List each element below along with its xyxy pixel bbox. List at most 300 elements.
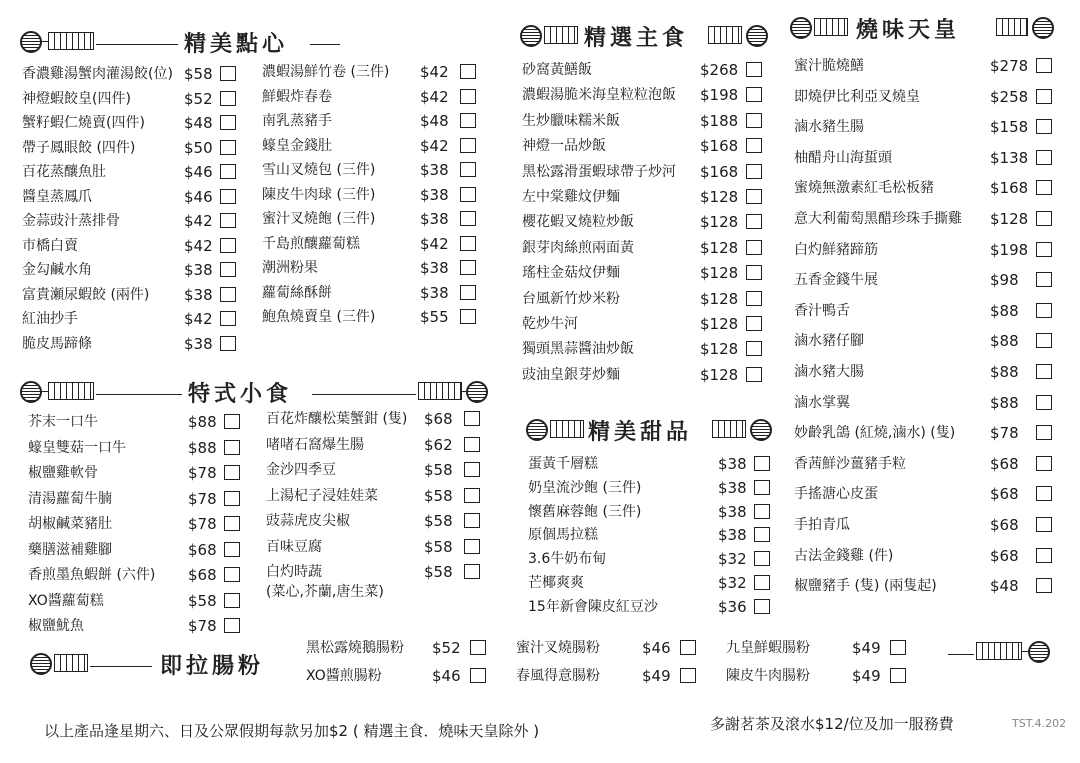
menu-item [266, 537, 482, 563]
item-name: 乾炒牛河 [522, 316, 578, 332]
item-name: 香煎墨魚蝦餅 (六件) [28, 567, 156, 583]
item-name: 櫻花蝦叉燒粒炒飯 [522, 214, 634, 231]
order-checkbox[interactable] [220, 287, 236, 302]
item-name: 豉蒜虎皮尖椒 [266, 513, 350, 529]
item-name: 市橋白賣 [22, 237, 78, 254]
menu-item [794, 331, 1054, 357]
item-price: $58 [424, 512, 453, 530]
item-price: $88 [990, 301, 1019, 320]
order-checkbox[interactable] [460, 162, 476, 177]
item-price: $168 [700, 162, 739, 181]
order-checkbox[interactable] [464, 564, 480, 579]
item-price: $42 [420, 87, 449, 106]
item-name: 3.6牛奶布甸 [528, 551, 607, 568]
item-name: 蟹籽蝦仁燒賣(四件) [22, 115, 145, 131]
menu-item [794, 87, 1054, 113]
item-price: $55 [420, 308, 449, 326]
item-name: 五香金錢牛展 [794, 272, 878, 289]
item-name: 陳皮牛肉球 (三件) [262, 186, 376, 203]
menu-item [22, 162, 238, 188]
section-title: 特式小食 [188, 382, 293, 407]
order-checkbox[interactable] [220, 213, 236, 228]
item-price: $42 [420, 234, 449, 253]
item-price: $38 [718, 455, 747, 473]
medal-ornament-icon [790, 17, 812, 39]
item-name: 蛋黃千層糕 [528, 456, 598, 472]
menu-item [22, 211, 238, 237]
item-name: 南乳蒸豬手 [262, 113, 332, 129]
item-name: 滷水豬生腸 [794, 119, 864, 136]
menu-item [794, 148, 1054, 174]
order-checkbox[interactable] [754, 480, 770, 495]
item-name: 脆皮馬蹄條 [22, 335, 92, 352]
medal-ornament-icon [750, 419, 772, 441]
menu-item [266, 409, 482, 435]
item-name: 椒鹽雞軟骨 [28, 465, 98, 481]
item-name: 蠔皇金錢肚 [262, 137, 332, 154]
item-name: 黑松露滑蛋蝦球帶子炒河 [522, 163, 676, 180]
order-checkbox[interactable] [460, 64, 476, 79]
item-price: $58 [188, 591, 217, 610]
item-price: $38 [420, 283, 449, 302]
menu-item [262, 258, 478, 284]
order-checkbox[interactable] [224, 414, 240, 429]
menu-item [306, 638, 488, 664]
item-price: $38 [718, 478, 747, 497]
item-price: $48 [990, 577, 1019, 596]
menu-item [794, 209, 1054, 235]
section-header-snacks [20, 378, 488, 412]
item-price: $58 [424, 563, 453, 581]
section-header-mains [520, 22, 770, 56]
menu-item [28, 489, 242, 515]
item-name: 椒鹽豬手 (隻) (兩隻起) [794, 578, 937, 595]
menu-item [794, 454, 1054, 480]
item-name: 清湯蘿蔔牛腩 [28, 490, 112, 507]
order-checkbox[interactable] [746, 62, 762, 77]
scroll-ornament-icon [708, 26, 742, 44]
item-price: $38 [420, 185, 449, 204]
menu-item [266, 460, 482, 486]
menu-item [28, 463, 242, 489]
item-name: 銀芽肉絲煎兩面黃 [522, 239, 634, 256]
item-price: $78 [188, 617, 217, 635]
item-name: 蜜燒無激素紅毛松板豬 [794, 180, 934, 197]
order-checkbox[interactable] [746, 87, 762, 102]
order-checkbox[interactable] [464, 462, 480, 477]
item-name: XO醬蘿蔔糕 [28, 592, 104, 609]
menu-item [528, 549, 772, 575]
item-name: 生炒臘味糯米飯 [522, 112, 620, 129]
item-name: 香茜鮮沙薑豬手粒 [794, 455, 906, 472]
tea-charge-note: 多謝茗茶及滾水$12/位及加一服務費 [710, 715, 954, 733]
item-price: $46 [642, 639, 671, 657]
item-name: 15年新會陳皮紅豆沙 [528, 598, 658, 615]
item-price: $128 [700, 340, 739, 359]
order-checkbox[interactable] [460, 187, 476, 202]
order-checkbox[interactable] [1036, 180, 1052, 195]
order-checkbox[interactable] [460, 113, 476, 128]
item-price: $258 [990, 87, 1029, 106]
order-checkbox[interactable] [464, 539, 480, 554]
item-price: $58 [424, 486, 453, 505]
item-name: 意大利葡萄黑醋珍珠手撕雞 [794, 211, 962, 227]
menu-item [528, 525, 772, 551]
order-checkbox[interactable] [460, 285, 476, 300]
medal-ornament-icon [1028, 641, 1050, 663]
item-price: $46 [184, 163, 213, 181]
order-checkbox[interactable] [1036, 364, 1052, 379]
menu-item [22, 187, 238, 213]
order-checkbox[interactable] [220, 91, 236, 106]
item-price: $78 [990, 424, 1019, 443]
order-checkbox[interactable] [224, 491, 240, 506]
order-checkbox[interactable] [224, 440, 240, 455]
item-name: 蠔皇雙菇一口牛 [28, 439, 126, 456]
menu-item [28, 591, 242, 617]
item-price: $62 [424, 435, 453, 454]
item-name: 香濃雞湯蟹肉灌湯餃(位) [22, 66, 173, 82]
order-checkbox[interactable] [224, 542, 240, 557]
item-price: $78 [188, 515, 217, 533]
item-price: $88 [188, 413, 217, 431]
medal-ornament-icon [746, 25, 768, 47]
section-header-dimsum [20, 28, 340, 62]
item-price: $98 [990, 271, 1019, 290]
order-checkbox[interactable] [220, 189, 236, 204]
order-checkbox[interactable] [1036, 119, 1052, 134]
menu-item [22, 334, 238, 360]
menu-item [528, 502, 772, 528]
surcharge-note: 以上產品逢星期六、日及公眾假期每款另加$2 ( 精選主食．燒味天皇除外 ) [44, 722, 540, 740]
order-checkbox[interactable] [1036, 333, 1052, 348]
order-checkbox[interactable] [1036, 486, 1052, 501]
scroll-ornament-icon [712, 420, 746, 438]
medal-ornament-icon [466, 381, 488, 403]
item-price: $58 [184, 65, 213, 83]
order-checkbox[interactable] [1036, 517, 1052, 532]
section-header-desserts [526, 416, 772, 450]
menu-item [262, 307, 478, 333]
item-price: $46 [432, 667, 461, 685]
menu-item [794, 56, 1054, 82]
scroll-ornament-icon [418, 382, 462, 400]
menu-item [794, 515, 1054, 541]
item-price: $32 [718, 550, 747, 569]
item-price: $49 [852, 639, 881, 657]
order-checkbox[interactable] [460, 260, 476, 275]
item-price: $38 [718, 526, 747, 545]
order-checkbox[interactable] [746, 189, 762, 204]
menu-item [266, 562, 482, 600]
item-name: 芒椰爽爽 [528, 575, 584, 591]
order-checkbox[interactable] [746, 214, 762, 229]
order-checkbox[interactable] [460, 309, 476, 324]
order-checkbox[interactable] [1036, 578, 1052, 593]
order-checkbox[interactable] [220, 262, 236, 277]
order-checkbox[interactable] [1036, 272, 1052, 287]
item-name: 懷舊麻蓉飽 (三件) [528, 503, 642, 520]
order-checkbox[interactable] [746, 113, 762, 128]
item-price: $158 [990, 118, 1029, 137]
menu-item [794, 270, 1054, 296]
item-name: 古法金錢雞 (件) [794, 547, 894, 564]
order-checkbox[interactable] [220, 66, 236, 81]
item-price: $38 [184, 285, 213, 304]
order-checkbox[interactable] [224, 516, 240, 531]
item-name: 上湯杞子浸娃娃菜 [266, 487, 378, 504]
section-title: 精美甜品 [588, 420, 693, 445]
order-checkbox[interactable] [890, 668, 906, 683]
item-price: $42 [184, 310, 213, 328]
item-price: $128 [700, 315, 739, 333]
order-checkbox[interactable] [680, 668, 696, 683]
order-checkbox[interactable] [470, 640, 486, 655]
menu-item [522, 238, 764, 264]
item-name: 百花炸釀松葉蟹鉗 (隻) [266, 411, 408, 427]
order-checkbox[interactable] [746, 265, 762, 280]
order-checkbox[interactable] [1036, 89, 1052, 104]
menu-item [22, 89, 238, 115]
item-name: 獨頭黑蒜醬油炒飯 [522, 341, 634, 358]
item-name: 金沙四季豆 [266, 462, 336, 478]
order-checkbox[interactable] [754, 504, 770, 519]
item-name: 奶皇流沙飽 (三件) [528, 479, 642, 496]
item-price: $42 [420, 136, 449, 155]
order-checkbox[interactable] [754, 575, 770, 590]
item-name: 妙齡乳鴿 (紅燒,滷水) (隻) [794, 425, 956, 442]
item-price: $36 [718, 597, 747, 616]
order-checkbox[interactable] [746, 367, 762, 382]
menu-item [262, 136, 478, 162]
item-price: $128 [990, 210, 1029, 228]
menu-item [528, 573, 772, 599]
order-checkbox[interactable] [220, 336, 236, 351]
order-checkbox[interactable] [746, 341, 762, 356]
item-price: $46 [184, 187, 213, 206]
order-checkbox[interactable] [470, 668, 486, 683]
item-name: 百花蒸釀魚肚 [22, 164, 106, 180]
scroll-ornament-icon [814, 18, 848, 36]
order-checkbox[interactable] [746, 291, 762, 306]
item-name: 台風新竹炒米粉 [522, 290, 620, 307]
order-checkbox[interactable] [754, 599, 770, 614]
order-checkbox[interactable] [1036, 242, 1052, 257]
item-price: $32 [718, 574, 747, 592]
order-checkbox[interactable] [220, 140, 236, 155]
item-price: $78 [188, 464, 217, 482]
menu-item [22, 113, 238, 139]
item-name: 醬皇蒸鳳爪 [22, 188, 92, 205]
menu-code: TST.4.202 [1012, 717, 1067, 730]
menu-item [28, 514, 242, 540]
item-price: $68 [990, 485, 1019, 504]
menu-item [22, 285, 238, 311]
menu-item [522, 212, 764, 238]
item-name: 春風得意腸粉 [516, 668, 600, 684]
item-price: $49 [852, 667, 881, 685]
item-name: 蘿蔔絲酥餅 [262, 284, 332, 301]
item-price: $128 [700, 213, 739, 232]
item-name: 豉油皇銀芽炒麵 [522, 366, 620, 383]
item-name: 金勾鹹水角 [22, 262, 92, 278]
menu-item [528, 597, 772, 623]
order-checkbox[interactable] [220, 115, 236, 130]
item-name: 手拍青瓜 [794, 517, 850, 533]
menu-item [28, 616, 242, 642]
section-title: 精美點心 [184, 32, 289, 57]
scroll-ornament-icon [54, 654, 88, 672]
item-price: $168 [700, 137, 739, 156]
item-price: $38 [718, 502, 747, 521]
scroll-ornament-icon [996, 18, 1028, 36]
item-name: 白灼鮮豬蹄筋 [794, 241, 878, 258]
item-name: 蜜汁叉燒飽 (三件) [262, 211, 376, 227]
order-checkbox[interactable] [746, 138, 762, 153]
order-checkbox[interactable] [1036, 211, 1052, 226]
menu-item [528, 454, 772, 480]
order-checkbox[interactable] [464, 513, 480, 528]
order-checkbox[interactable] [1036, 150, 1052, 165]
menu-item [794, 423, 1054, 449]
menu-item [266, 486, 482, 512]
scroll-ornament-icon [544, 26, 578, 44]
item-price: $78 [188, 489, 217, 508]
menu-item [262, 283, 478, 309]
order-checkbox[interactable] [1036, 395, 1052, 410]
order-checkbox[interactable] [746, 316, 762, 331]
menu-item [726, 666, 908, 692]
item-price: $88 [990, 332, 1019, 351]
item-price: $42 [420, 63, 449, 81]
item-price: $50 [184, 138, 213, 157]
menu-item [522, 339, 764, 365]
item-name: 蜜汁叉燒腸粉 [516, 640, 600, 656]
item-price: $42 [184, 212, 213, 230]
item-name: 神燈蝦餃皇(四件) [22, 90, 131, 107]
order-checkbox[interactable] [754, 527, 770, 542]
item-price: $278 [990, 57, 1029, 75]
item-name: 千島煎釀蘿蔔糕 [262, 235, 360, 252]
order-checkbox[interactable] [1036, 425, 1052, 440]
menu-item [522, 365, 764, 391]
item-price: $52 [432, 639, 461, 657]
item-name: 瑤柱金菇炆伊麵 [522, 265, 620, 282]
menu-item [262, 160, 478, 186]
item-name: 富貴瀬尿蝦餃 (兩件) [22, 286, 150, 303]
item-price: $198 [700, 86, 739, 105]
menu-item [516, 638, 698, 664]
menu-item [522, 263, 764, 289]
order-checkbox[interactable] [746, 164, 762, 179]
menu-item [794, 301, 1054, 327]
item-name: 潮洲粉果 [262, 260, 318, 276]
order-checkbox[interactable] [890, 640, 906, 655]
item-name: 砂窩黃鱔飯 [522, 62, 592, 78]
item-price: $88 [990, 393, 1019, 412]
menu-item [522, 162, 764, 188]
menu-item [794, 546, 1054, 572]
order-checkbox[interactable] [460, 211, 476, 226]
order-checkbox[interactable] [220, 164, 236, 179]
order-checkbox[interactable] [224, 618, 240, 633]
item-name: 鮑魚燒賣皇 (三件) [262, 309, 376, 325]
order-checkbox[interactable] [1036, 58, 1052, 73]
order-checkbox[interactable] [224, 465, 240, 480]
menu-item [522, 136, 764, 162]
item-price: $42 [184, 236, 213, 255]
menu-item [262, 87, 478, 113]
item-name: 濃蝦湯鮮竹卷 (三件) [262, 64, 390, 80]
order-checkbox[interactable] [754, 456, 770, 471]
order-checkbox[interactable] [220, 311, 236, 326]
item-name: 滷水掌翼 [794, 394, 850, 411]
item-name: 陳皮牛肉腸粉 [726, 668, 810, 684]
item-name: 帶子鳳眼餃 (四件) [22, 139, 136, 156]
order-checkbox[interactable] [1036, 548, 1052, 563]
item-price: $58 [424, 461, 453, 479]
item-price: $38 [420, 161, 449, 179]
item-name: 滷水豬大腸 [794, 364, 864, 380]
item-name: 椒鹽魷魚 [28, 618, 84, 634]
medal-ornament-icon [526, 419, 548, 441]
item-name: 原個馬拉糕 [528, 527, 598, 544]
item-name: 滷水豬仔腳 [794, 333, 864, 350]
menu-item [794, 576, 1054, 602]
item-name: XO醬煎腸粉 [306, 668, 382, 684]
item-name: 胡椒鹹菜豬肚 [28, 516, 112, 532]
order-checkbox[interactable] [460, 89, 476, 104]
item-price: $128 [700, 188, 739, 206]
order-checkbox[interactable] [1036, 456, 1052, 471]
item-name: 蜜汁脆燒鱔 [794, 58, 864, 74]
item-name: 柚醋舟山海蜇頭 [794, 149, 892, 166]
medal-ornament-icon [30, 653, 52, 675]
item-price: $38 [184, 261, 213, 279]
menu-item [794, 240, 1054, 266]
order-checkbox[interactable] [464, 488, 480, 503]
order-checkbox[interactable] [220, 238, 236, 253]
item-price: $128 [700, 365, 739, 384]
order-checkbox[interactable] [1036, 303, 1052, 318]
menu-item [794, 362, 1054, 388]
item-name: 神燈一品炒飯 [522, 138, 606, 155]
section-title: 即拉腸粉 [160, 654, 265, 679]
order-checkbox[interactable] [754, 551, 770, 566]
menu-item [28, 540, 242, 566]
order-checkbox[interactable] [746, 240, 762, 255]
menu-item [28, 412, 242, 438]
item-name: 手搖溏心皮蛋 [794, 486, 878, 503]
order-checkbox[interactable] [464, 411, 480, 426]
item-name: 即燒伊比利亞叉燒皇 [794, 88, 920, 105]
order-checkbox[interactable] [680, 640, 696, 655]
item-price: $268 [700, 61, 739, 79]
item-price: $68 [990, 454, 1019, 473]
order-checkbox[interactable] [224, 593, 240, 608]
order-checkbox[interactable] [224, 567, 240, 582]
order-checkbox[interactable] [460, 138, 476, 153]
medal-ornament-icon [20, 381, 42, 403]
order-checkbox[interactable] [460, 236, 476, 251]
menu-item [22, 64, 238, 90]
item-price: $128 [700, 264, 739, 283]
order-checkbox[interactable] [464, 437, 480, 452]
item-price: $52 [184, 89, 213, 108]
item-price: $88 [990, 363, 1019, 381]
item-price: $128 [700, 289, 739, 308]
menu-item [22, 138, 238, 164]
